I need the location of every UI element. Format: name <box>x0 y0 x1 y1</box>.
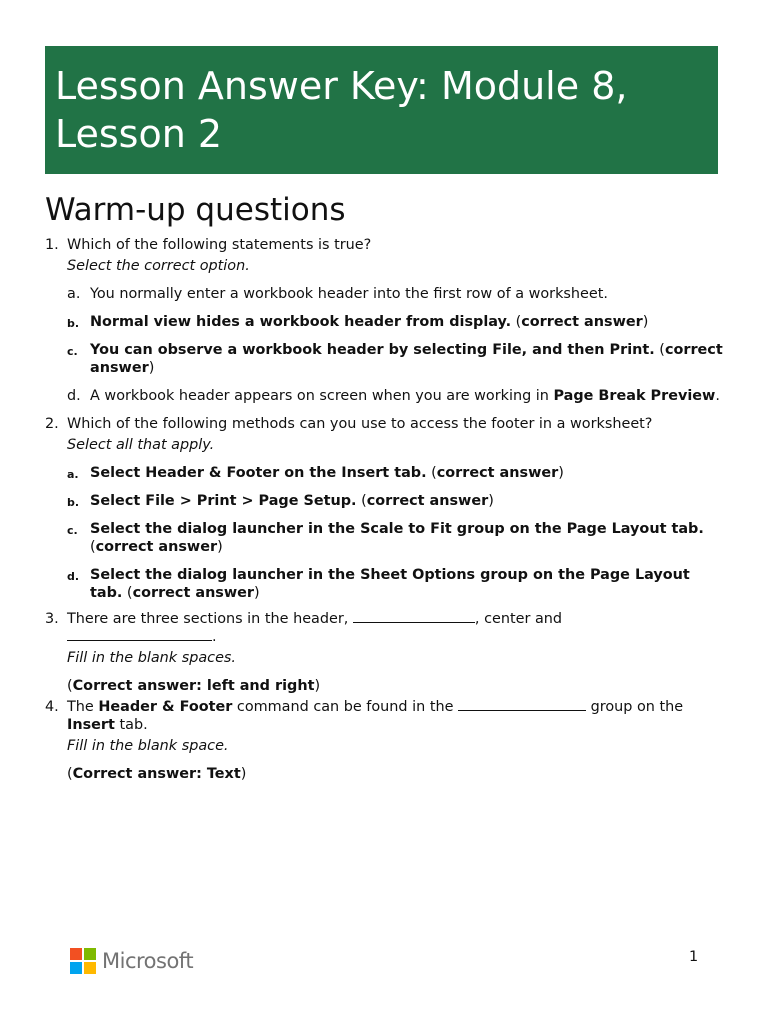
paren-close: ) <box>217 539 223 555</box>
question-1 <box>45 236 725 405</box>
page-title: Lesson Answer Key: Module 8, Lesson 2 <box>55 64 628 156</box>
question-number: 4. <box>45 699 59 715</box>
option-letter: d. <box>67 388 81 404</box>
option-letter: b. <box>67 317 80 330</box>
question-text-part: The <box>67 699 99 715</box>
logo-square-blue <box>70 962 82 974</box>
option-a <box>67 464 725 482</box>
option-a <box>67 285 725 303</box>
options-list <box>67 285 725 405</box>
question-text-part: There are three sections in the header, <box>67 611 353 627</box>
question-instruction: Fill in the blank spaces. <box>67 650 236 666</box>
paren-close: ) <box>240 766 247 782</box>
question-text: Which of the following methods can you use to access the footer in a worksheet? <box>67 416 653 432</box>
paren-open: ( <box>90 539 96 555</box>
option-text: Select the dialog launcher in the Scale to Fit group on the Page Layout tab. <box>90 521 704 537</box>
question-text-part: , center and <box>474 611 563 627</box>
microsoft-logo-icon <box>70 948 96 974</box>
option-b <box>67 313 725 331</box>
question-instruction: Select all that apply. <box>67 437 215 453</box>
option-b <box>67 492 725 510</box>
correct-answer-label: correct answer <box>521 314 643 330</box>
question-bold-term: Header & Footer <box>98 699 233 715</box>
option-text: Select File > Print > Page Setup. <box>90 493 357 509</box>
logo-square-yellow <box>84 962 96 974</box>
option-letter: d. <box>67 570 80 583</box>
blank-line <box>67 628 212 641</box>
logo-square-green <box>84 948 96 960</box>
microsoft-logo-text: Microsoft <box>102 949 194 973</box>
paren-close: ) <box>488 493 494 509</box>
question-text-part: . <box>212 629 217 645</box>
correct-answer-label: correct answer <box>90 342 723 376</box>
question-instruction: Select the correct option. <box>67 258 250 274</box>
question-2 <box>45 415 725 602</box>
question-number: 1. <box>45 237 59 253</box>
option-text: Normal view hides a workbook header from display. <box>90 314 512 330</box>
paren-open: ( <box>511 314 522 330</box>
microsoft-logo <box>70 948 193 974</box>
blank-line <box>458 698 586 711</box>
question-text-part: group on the <box>586 699 684 715</box>
option-text: You normally enter a workbook header into the first row of a worksheet. <box>90 286 608 302</box>
paren-open: ( <box>654 342 665 358</box>
option-d <box>67 566 725 602</box>
question-text: Which of the following statements is true? <box>67 237 372 253</box>
question-bold-term: Insert <box>67 717 115 733</box>
question-text-part: command can be found in the <box>232 699 459 715</box>
paren-close: ) <box>314 678 321 694</box>
correct-answer: Correct answer: Text <box>72 766 241 782</box>
option-c <box>67 341 725 377</box>
logo-square-red <box>70 948 82 960</box>
question-instruction: Fill in the blank space. <box>67 738 229 754</box>
option-letter: b. <box>67 496 80 509</box>
paren-open: ( <box>122 585 133 601</box>
option-text: Select the dialog launcher in the Sheet Options group on the Page Layout tab. <box>90 567 690 601</box>
question-text <box>67 610 725 646</box>
option-letter: a. <box>67 286 81 302</box>
section-heading: Warm-up questions <box>45 192 346 228</box>
question-text <box>67 698 725 734</box>
question-4 <box>45 698 725 783</box>
paren-open: ( <box>67 678 73 694</box>
paren-open: ( <box>67 766 73 782</box>
correct-answer-label: correct answer <box>132 585 255 601</box>
option-letter: a. <box>67 468 79 481</box>
option-letter: c. <box>67 345 78 358</box>
correct-answer-label: correct answer <box>366 493 489 509</box>
option-text: Select Header & Footer on the Insert tab. <box>90 465 427 481</box>
paren-close: ) <box>148 360 155 376</box>
paren-open: ( <box>426 465 437 481</box>
questions-list <box>45 236 725 783</box>
paren-close: ) <box>642 314 649 330</box>
answer-line <box>67 677 725 695</box>
option-c <box>67 520 725 556</box>
option-text: A workbook header appears on screen when you are working in <box>90 388 554 404</box>
option-d <box>67 387 725 405</box>
question-3 <box>45 610 725 695</box>
correct-answer-label: correct answer <box>436 465 559 481</box>
paren-close: ) <box>558 465 564 481</box>
title-banner <box>45 46 718 174</box>
question-number: 2. <box>45 416 59 432</box>
option-text: You can observe a workbook header by selecting File, and then Print. <box>90 342 655 358</box>
paren-close: ) <box>254 585 260 601</box>
options-list <box>67 464 725 602</box>
page-number: 1 <box>689 949 699 965</box>
question-number: 3. <box>45 611 59 627</box>
correct-answer-label: correct answer <box>95 539 218 555</box>
correct-answer: Correct answer: left and right <box>72 678 315 694</box>
paren-open: ( <box>356 493 367 509</box>
answer-line <box>67 765 725 783</box>
question-text-part: tab. <box>114 717 148 733</box>
option-letter: c. <box>67 524 78 537</box>
option-end: . <box>715 388 720 404</box>
option-bold-term: Page Break Preview <box>553 388 716 404</box>
blank-line <box>353 610 475 623</box>
